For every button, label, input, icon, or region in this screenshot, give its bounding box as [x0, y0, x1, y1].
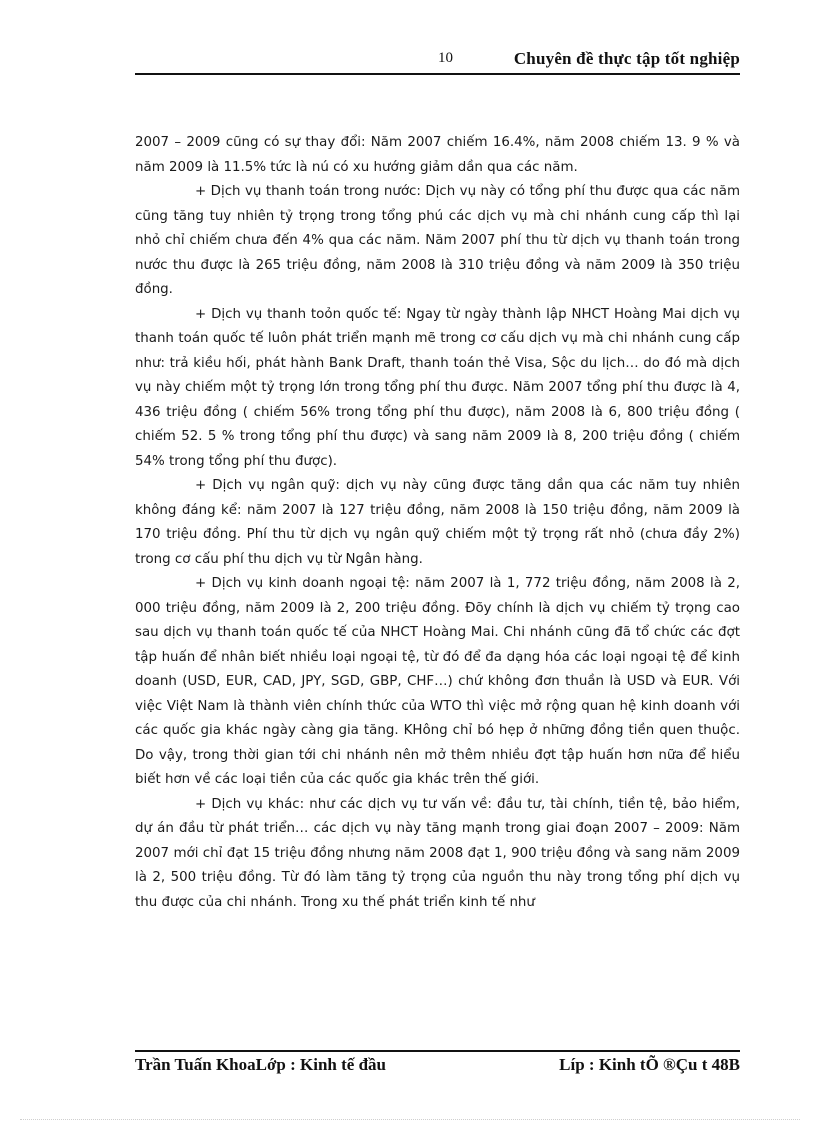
paragraph-other-services: + Dịch vụ khác: như các dịch vụ tư vấn về: đầu tư, tài chính, tiền tệ, bảo hiểm, dự án đầu từ phát triển… các dịch vụ này tăng mạnh trong giai đoạn 2007 – 2009: Năm 2007 mới chỉ đạt 15 triệu đồng nhưng năm 2008 đạt 1, 900 triệu đồng và sang năm 2009 là 2, 500 triệu đồng. Từ đó làm tăng tỷ trọng của nguồn thu này trong tổng phí dịch vụ thu được của chi nhánh. Trong xu thế phát triển kinh tế như [135, 796, 740, 910]
body-text [135, 131, 740, 915]
footer-author: Trần Tuấn KhoaLớp : Kinh tế đầu [135, 1055, 386, 1074]
paragraph-international-payment: + Dịch vụ thanh toỏn quốc tế: Ngay từ ngày thành lập NHCT Hoàng Mai dịch vụ thanh toán quốc tế luôn phát triển mạnh mẽ trong cơ cấu dịch vụ mà chi nhánh cung cấp như: trả kiều hối, phát hành Bank Draft, thanh toán thẻ Visa, Sộc du lịch… do đó mà dịch vụ này chiếm một tỷ trọng lớn trong tổng phí thu được. Năm 2007 tổng phí thu được là 4, 436 triệu đồng ( chiếm 56% trong tổng phí thu được), năm 2008 là 6, 800 triệu đồng ( chiếm 52. 5 % trong tổng phí thu được) và sang năm 2009 là 8, 200 triệu đồng ( chiếm 54% trong tổng phí thu được). [135, 306, 740, 469]
header-title: Chuyên đề thực tập tốt nghiệp [513, 49, 740, 68]
paragraph-continuation: 2007 – 2009 cũng có sự thay đổi: Năm 2007 chiếm 16.4%, năm 2008 chiếm 13. 9 % và năm 2009 là 11.5% tức là nú có xu hướng giảm dần qua các năm. [135, 135, 740, 175]
paragraph-domestic-payment: + Dịch vụ thanh toán trong nước: Dịch vụ này có tổng phí thu được qua các năm cũng tăng tuy nhiên tỷ trọng trong tổng phú các dịch vụ mà chi nhánh cung cấp thì lại nhỏ chỉ chiếm chưa đến 4% qua các năm. Năm 2007 phí thu từ dịch vụ thanh toán trong nước thu được là 265 triệu đồng, năm 2008 là 310 triệu đồng và năm 2009 là 350 triệu đồng. [135, 184, 740, 297]
paragraph-treasury: + Dịch vụ ngân quỹ: dịch vụ này cũng được tăng dần qua các năm tuy nhiên không đáng kể: năm 2007 là 127 triệu đồng, năm 2008 là 150 triệu đồng, năm 2009 là 170 triệu đồng. Phí thu từ dịch vụ ngân quỹ chiếm một tỷ trọng rất nhỏ (chưa đầy 2%) trong cơ cấu phí thu dịch vụ từ Ngân hàng. [135, 478, 740, 567]
page-number: 10 [438, 50, 453, 66]
footer-class: Líp : Kinh tÕ ®Çu t 48B [559, 1055, 740, 1074]
page-header [135, 48, 740, 74]
paragraph-foreign-exchange: + Dịch vụ kinh doanh ngoại tệ: năm 2007 là 1, 772 triệu đồng, năm 2008 là 2, 000 triệu đồng, năm 2009 là 2, 200 triệu đồng. Đõy chính là dịch vụ chiếm tỷ trọng cao sau dịch vụ thanh toán quốc tế của NHCT Hoàng Mai. Chi nhánh cũng đã tổ chức các đợt tập huấn để nhân biết nhiều loại ngoại tệ, từ đó để đa dạng hóa các loại ngoại tệ để kinh doanh (USD, EUR, CAD, JPY, SGD, GBP, CHF…) chứ không đơn thuần là USD và EUR. Với việc Việt Nam là thành viên chính thức của WTO thì việc mở rộng quan hệ kinh doanh với các quốc gia khác ngày càng gia tăng. KHông chỉ bó hẹp ở những đồng tiền quen thuộc. Do vậy, trong thời gian tới chi nhánh nên mở thêm nhiều đợt tập huấn hơn nữa để hiểu biết hơn về các loại tiền của các quốc gia khác trên thế giới. [135, 576, 740, 787]
page-footer [135, 1055, 740, 1079]
footer-divider [135, 1050, 740, 1052]
header-divider [135, 73, 740, 75]
page-edge [20, 1119, 800, 1120]
